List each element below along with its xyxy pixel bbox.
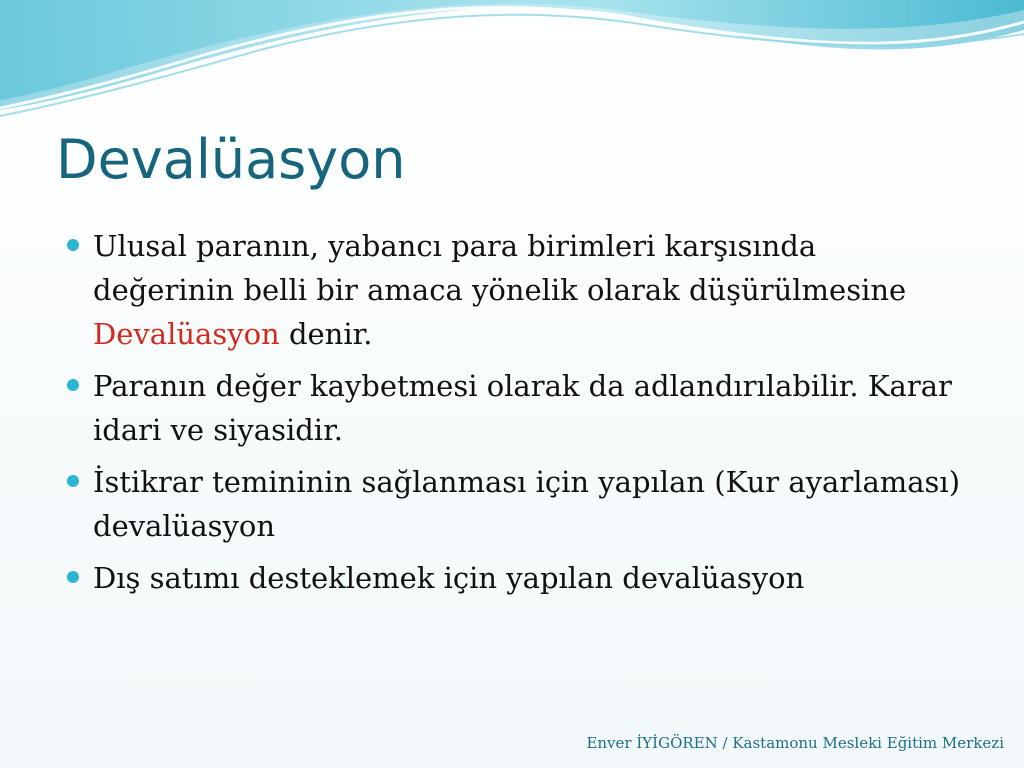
- bullet-dot-icon: [67, 239, 79, 251]
- bullet-text: İstikrar temininin sağlanması için yapılan (Kur ayarlaması) devalüasyon: [93, 465, 961, 543]
- bullet-item: [64, 224, 964, 356]
- bullet-item: [64, 556, 964, 600]
- slide-footer: Enver İYİGÖREN / Kastamonu Mesleki Eğitim Merkezi: [586, 734, 1004, 752]
- bullet-dot-icon: [67, 475, 79, 487]
- bullet-dot-icon: [67, 571, 79, 583]
- slide-title: Devalüasyon: [56, 128, 406, 191]
- bullet-text: Dış satımı desteklemek için yapılan devalüasyon: [93, 561, 805, 595]
- highlighted-term: Devalüasyon: [93, 317, 280, 351]
- bullet-text: Paranın değer kaybetmesi olarak da adlandırılabilir. Karar idari ve siyasidir.: [93, 369, 952, 447]
- bullet-list: [64, 224, 964, 608]
- bullet-text: Ulusal paranın, yabancı para birimleri karşısında değerinin belli bir amaca yönelik olarak düşürülmesine: [93, 229, 907, 307]
- bullet-dot-icon: [67, 379, 79, 391]
- bullet-item: [64, 364, 964, 452]
- bullet-text-end: denir.: [279, 317, 373, 351]
- decorative-wave-header: [0, 0, 1024, 130]
- bullet-item: [64, 460, 964, 548]
